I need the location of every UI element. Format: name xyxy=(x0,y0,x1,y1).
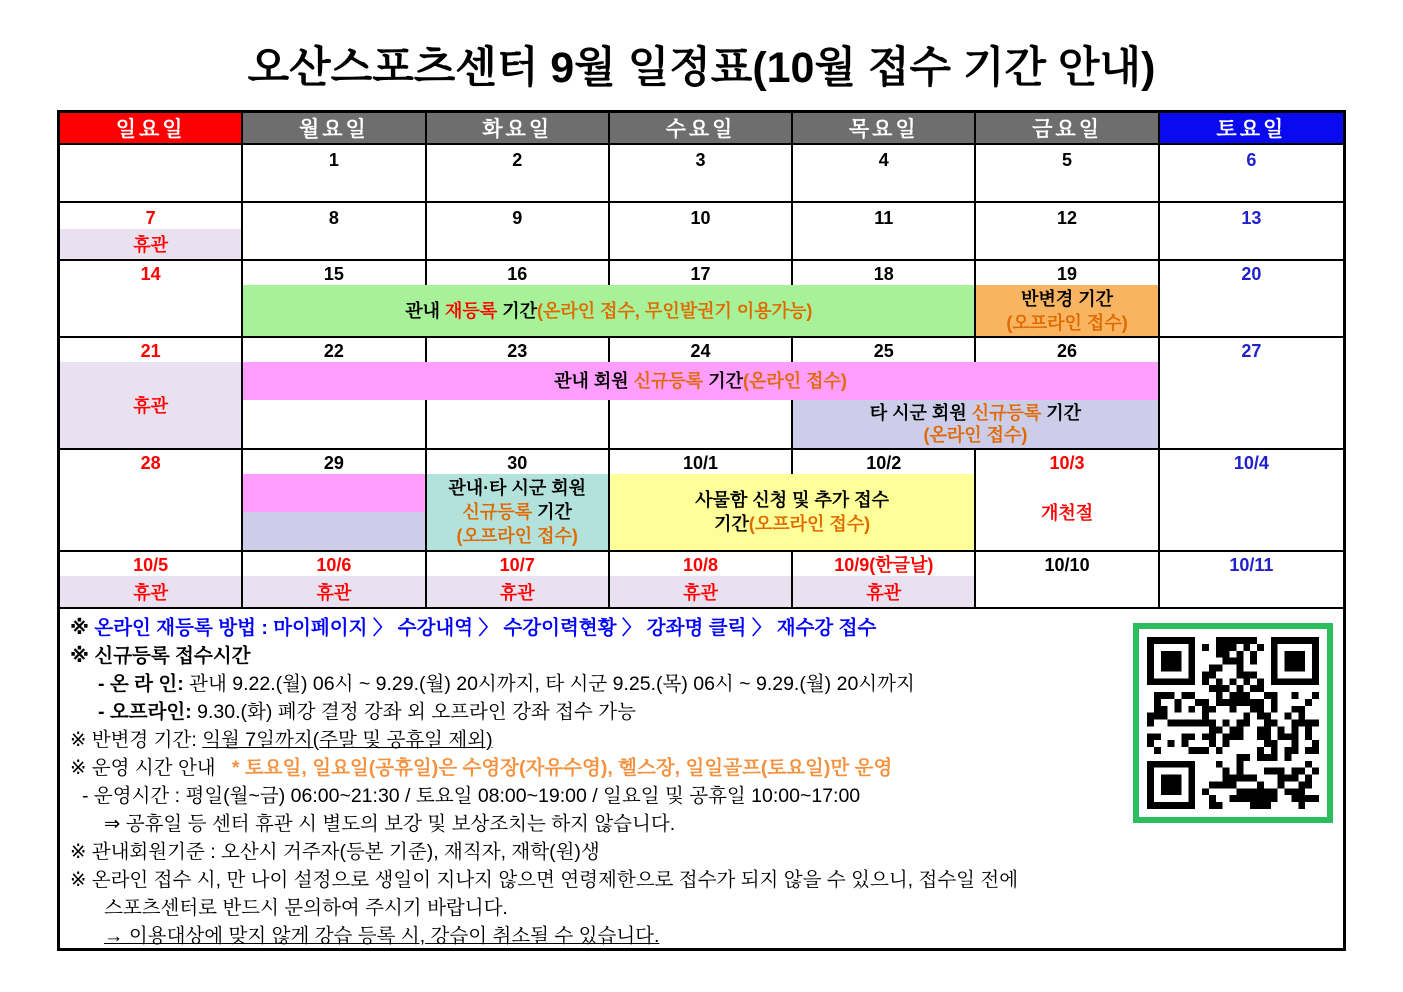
date-label: 24 xyxy=(690,341,711,361)
offline-new-registration-cell xyxy=(427,474,608,550)
day-cell xyxy=(976,552,1159,607)
band-text: 관내·타 시군 회원 xyxy=(448,478,587,498)
day-cell xyxy=(60,338,243,448)
closed-label: 휴관 xyxy=(60,576,241,607)
date-label: 10/8 xyxy=(682,555,719,575)
closed-label: 휴관 xyxy=(610,576,791,607)
holiday-name: 개천절 xyxy=(1040,503,1094,523)
date-label: 10/9(한글날) xyxy=(834,555,934,575)
day-cell xyxy=(60,552,243,607)
date-label: 17 xyxy=(690,264,711,284)
day-cell xyxy=(610,552,793,607)
date-label: 10/6 xyxy=(316,555,352,575)
day-cell xyxy=(427,552,610,607)
closed-label: 휴관 xyxy=(243,576,424,607)
calendar-header-row xyxy=(60,113,1343,145)
band-text: 관내 회원 신규등록 기간(온라인 접수) xyxy=(554,371,847,391)
day-cell xyxy=(60,450,243,550)
day-cell xyxy=(610,145,793,201)
date-label: 25 xyxy=(873,341,894,361)
calendar-sheet xyxy=(57,110,1346,951)
date-label: 30 xyxy=(507,453,528,473)
date-label: 28 xyxy=(140,453,161,473)
day-cell xyxy=(60,203,243,259)
day-cell xyxy=(793,203,976,259)
day-cell xyxy=(243,203,426,259)
note-line: ⇒ 공휴일 등 센터 휴관 시 별도의 보강 및 보상조치는 하지 않습니다. xyxy=(104,813,676,835)
local-member-new-registration-band xyxy=(243,362,1157,400)
day-cell xyxy=(1160,552,1343,607)
day-cell xyxy=(976,203,1159,259)
date-label: 3 xyxy=(695,150,706,170)
note-line: - 온 라 인: 관내 9.22.(월) 06시 ~ 9.29.(월) 20시까지, 타 시군 9.25.(목) 06시 ~ 9.29.(월) 20시까지 xyxy=(98,673,915,695)
date-label: 23 xyxy=(507,341,528,361)
qr-code-modules xyxy=(1147,637,1319,809)
band-text: 반변경 기간 xyxy=(1021,288,1114,309)
day-cell xyxy=(793,145,976,201)
note-line: 스포츠센터로 반드시 문의하여 주시기 바랍니다. xyxy=(104,897,508,919)
band-text: 관내 재등록 기간(온라인 접수, 무인발권기 이용가능) xyxy=(405,300,813,321)
band-text: 타 시군 회원 신규등록 기간 xyxy=(869,403,1082,423)
date-label xyxy=(60,145,241,171)
date-label: 10/5 xyxy=(133,555,169,575)
band-text: 기간(오프라인 접수) xyxy=(714,514,871,534)
date-label: 16 xyxy=(507,264,528,284)
closed-label: 휴관 xyxy=(60,362,241,448)
date-label: 5 xyxy=(1062,150,1073,170)
day-header-tuesday: 화요일 xyxy=(427,113,610,143)
day-cell xyxy=(610,203,793,259)
day-cell xyxy=(427,203,610,259)
band-text: 사물함 신청 및 추가 접수 xyxy=(695,490,890,510)
date-label: 10/2 xyxy=(866,453,902,473)
date-label: 4 xyxy=(878,150,889,170)
day-cell xyxy=(976,145,1159,201)
day-cell xyxy=(1160,145,1343,201)
date-label: 22 xyxy=(323,341,344,361)
date-label: 12 xyxy=(1057,208,1078,228)
day-cell xyxy=(1160,261,1343,336)
date-label: 18 xyxy=(873,264,894,284)
calendar-week-1 xyxy=(60,145,1343,203)
day-cell xyxy=(793,552,976,607)
day-header-thursday: 목요일 xyxy=(793,113,976,143)
notes-box xyxy=(60,607,1343,948)
day-header-monday: 월요일 xyxy=(243,113,426,143)
note-line: ※ 신규등록 접수시간 xyxy=(70,645,251,667)
other-region-continuation-strip xyxy=(243,512,424,550)
calendar-week-5 xyxy=(60,450,1343,552)
date-label: 19 xyxy=(1057,264,1078,284)
date-label: 1 xyxy=(328,150,339,170)
day-cell xyxy=(243,552,426,607)
page-title: 오산스포츠센터 9월 일정표(10월 접수 기간 안내) xyxy=(247,44,1156,92)
day-cell xyxy=(1160,338,1343,448)
band-text: (온라인 접수) xyxy=(923,425,1028,445)
day-cell xyxy=(427,145,610,201)
note-line: - 운영시간 : 평일(월~금) 06:00~21:30 / 토요일 08:00~19:00 / 일요일 및 공휴일 10:00~17:00 xyxy=(82,785,861,807)
calendar-week-2 xyxy=(60,203,1343,261)
date-label: 11 xyxy=(874,208,894,228)
date-label: 6 xyxy=(1246,150,1257,170)
calendar-week-6 xyxy=(60,552,1343,607)
date-label: 10/4 xyxy=(1233,453,1269,473)
date-label: 8 xyxy=(328,208,339,228)
date-label: 7 xyxy=(145,208,156,228)
closed-label: 휴관 xyxy=(60,229,241,259)
band-text: (오프라인 접수) xyxy=(1006,312,1128,333)
day-cell xyxy=(243,145,426,201)
other-region-new-registration-band xyxy=(793,400,1158,448)
date-label: 26 xyxy=(1057,341,1078,361)
closed-label: 휴관 xyxy=(427,576,608,607)
band-text: 신규등록 기간 xyxy=(462,502,572,522)
calendar-week-4 xyxy=(60,338,1343,450)
date-label: 15 xyxy=(323,264,344,284)
note-line: ※ 온라인 접수 시, 만 나이 설정으로 생일이 지나지 않으면 연령제한으로 접수가 되지 않을 수 있으니, 접수일 전에 xyxy=(70,869,1019,891)
date-label: 10/1 xyxy=(682,453,719,473)
date-label: 10 xyxy=(690,208,711,228)
date-label: 2 xyxy=(512,150,523,170)
local-re-registration-band xyxy=(243,285,974,336)
note-line: ※ 관내회원기준 : 오산시 거주자(등본 기준), 재직자, 재학(원)생 xyxy=(70,841,600,863)
date-label: 10/11 xyxy=(1229,555,1274,575)
band-text: (오프라인 접수) xyxy=(456,526,578,546)
note-line: → 이용대상에 맞지 않게 강습 등록 시, 강습이 취소될 수 있습니다. xyxy=(104,925,660,947)
day-cell xyxy=(1160,450,1343,550)
day-cell xyxy=(1160,203,1343,259)
calendar-week-3 xyxy=(60,261,1343,338)
day-header-wednesday: 수요일 xyxy=(610,113,793,143)
qr-code xyxy=(1133,623,1333,823)
note-line: ※ 온라인 재등록 방법 : 마이페이지 〉 수강내역 〉 수강이력현황 〉 강좌명 클릭 〉 재수강 접수 xyxy=(70,617,877,639)
date-label: 14 xyxy=(140,264,161,284)
note-line: ※ 운영 시간 안내 * 토요일, 일요일(공휴일)은 수영장(자유수영), 헬스장, 일일골프(토요일)만 운영 xyxy=(70,757,893,779)
day-cell xyxy=(60,261,243,336)
new-registration-continuation-strip xyxy=(243,474,424,512)
class-change-period-band xyxy=(976,285,1157,336)
date-label: 9 xyxy=(512,208,523,228)
note-line: ※ 반변경 기간: 익월 7일까지(주말 및 공휴일 제외) xyxy=(70,729,493,751)
closed-label: 휴관 xyxy=(793,576,974,607)
date-label: 10/3 xyxy=(1049,453,1085,473)
locker-application-band xyxy=(610,474,975,550)
day-header-saturday: 토요일 xyxy=(1160,113,1343,143)
date-label: 20 xyxy=(1241,264,1262,284)
date-label: 10/10 xyxy=(1044,555,1090,575)
date-label: 27 xyxy=(1241,341,1262,361)
day-header-friday: 금요일 xyxy=(976,113,1159,143)
day-cell xyxy=(976,450,1159,550)
day-header-sunday: 일요일 xyxy=(60,113,243,143)
date-label: 29 xyxy=(323,453,344,473)
day-cell xyxy=(60,145,243,201)
date-label: 10/7 xyxy=(499,555,535,575)
note-line: - 오프라인: 9.30.(화) 폐강 결정 강좌 외 오프라인 강좌 접수 가능 xyxy=(98,701,636,723)
date-label: 21 xyxy=(140,341,161,361)
date-label: 13 xyxy=(1241,208,1262,228)
